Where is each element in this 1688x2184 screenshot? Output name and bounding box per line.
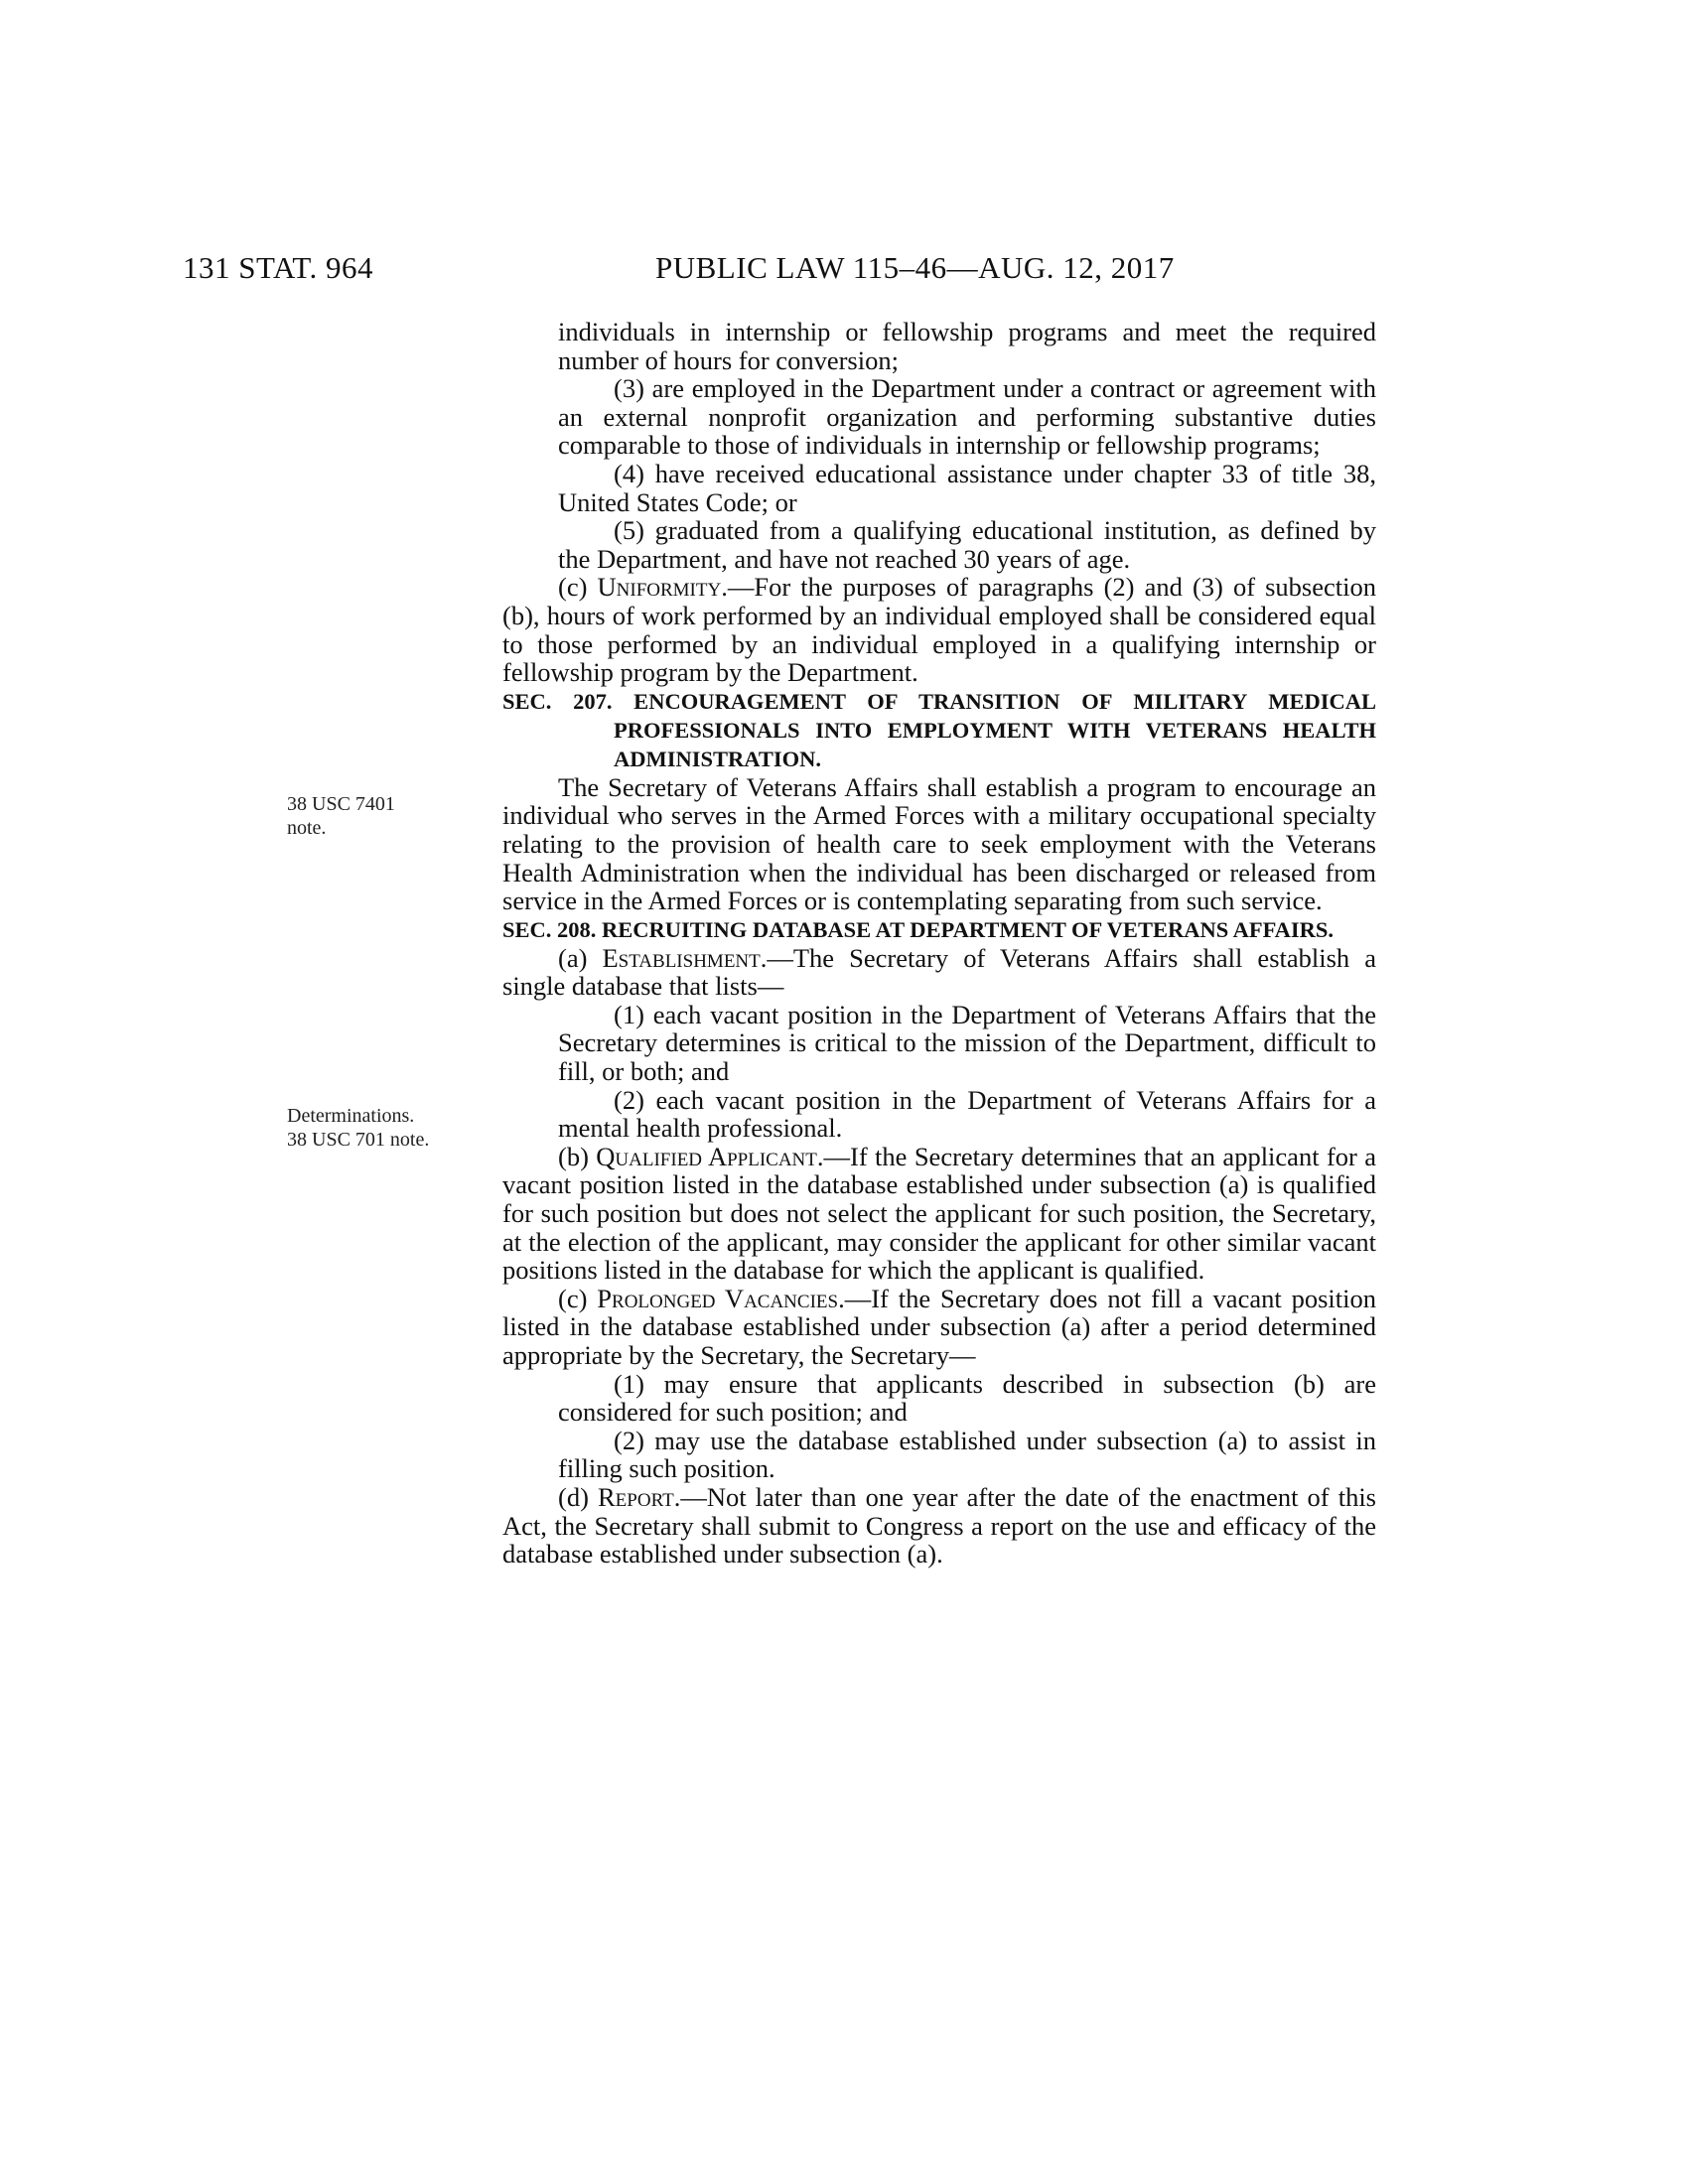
subsection-text: .—For the purposes of paragraphs (2) and (3) of subsection (b), hours of work performed by an individual employed shall be considered equal to those performed by an individual employed in a qualifying internship or fellowship program by the Department. [502,572,1376,688]
subsection-qualified-applicant [502,1143,1376,1285]
list-item: (1) each vacant position in the Department of Veterans Affairs that the Secretary determines is critical to the mission of the Department, difficult to fill, or both; and [558,999,1376,1087]
subsection-establishment [502,944,1376,1001]
continued-paragraph: individuals in internship or fellowship programs and meet the required number of hours for conversion; [558,317,1376,375]
list-item: (2) may use the database established under subsection (a) to assist in filling such position. [558,1425,1376,1484]
subsection-prefix: (d) [558,1481,598,1512]
list-item: (4) have received educational assistance under chapter 33 of title 38, United States Code; or [558,458,1376,517]
subsection-prolonged-vacancies [502,1285,1376,1370]
margin-note-line: 38 USC 7401 [287,793,395,815]
stat-page-number: 131 STAT. 964 [183,250,374,285]
subsection-prefix: (a) [558,942,603,973]
subsection-text: .—If the Secretary does not fill a vacant position listed in the database established under subsection (a) after a period determined appropriate by the Secretary, the Secretary— [502,1283,1376,1370]
margin-note-sec207 [287,792,395,840]
subsection-text: .—If the Secretary determines that an applicant for a vacant position listed in the database established under subsection (a) is qualified for such position but does not select the applicant for such position, the Secretary, at the election of the applicant, may consider the applicant for other similar vacant positions listed in the database for which the applicant is qualified. [502,1141,1376,1286]
subsection-text: .—The Secretary of Veterans Affairs shall establish a single database that lists— [502,942,1376,1002]
margin-note-line: Determinations. [287,1105,415,1127]
subsection-label: Report [598,1481,674,1512]
subsection-prefix: (c) [558,1283,598,1313]
margin-note-line: note. [287,817,327,839]
margin-note-sec208 [287,1104,429,1152]
list-item: (2) each vacant position in the Department of Veterans Affairs for a mental health professional. [558,1084,1376,1144]
subsection-label: Qualified Applicant [596,1141,817,1171]
subsection-label: Establishment [602,942,761,973]
subsection-label: Uniformity [597,572,722,603]
document-body [502,318,1376,1569]
section-heading-208: SEC. 208. RECRUITING DATABASE AT DEPARTMENT OF VETERANS AFFAIRS. [502,916,1335,942]
list-item: (1) may ensure that applicants described in subsection (b) are considered for such position; and [558,1368,1376,1428]
list-item: (3) are employed in the Department under a contract or agreement with an external nonprofit organization and performing substantive duties comparable to those of individuals in internship or fellowship programs; [558,373,1376,461]
section-207-text: The Secretary of Veterans Affairs shall establish a program to encourage an individual who serves in the Armed Forces with a military occupational specialty relating to the provision of health care to seek employment with the Veterans Health Administration when the individual has been discharged or released from service in the Armed Forces or is contemplating separating from such service. [502,771,1376,916]
subsection-prefix: (b) [558,1141,597,1171]
subsection-label: Prolonged Vacancies [597,1283,839,1313]
running-title: PUBLIC LAW 115–46—AUG. 12, 2017 [655,250,1175,285]
list-item: (5) graduated from a qualifying educational institution, as defined by the Department, and have not reached 30 years of age. [558,515,1376,574]
subsection-text: .—Not later than one year after the date of the enactment of this Act, the Secretary shall submit to Congress a report on the use and efficacy of the database established under subsection (a). [502,1481,1376,1570]
subsection-prefix: (c) [558,572,598,603]
margin-note-line: 38 USC 701 note. [287,1129,430,1151]
subsection-uniformity [502,573,1376,686]
subsection-report [502,1483,1376,1569]
page-header [0,250,1688,290]
section-heading-207: SEC. 207. ENCOURAGEMENT OF TRANSITION OF MILITARY MEDICAL PROFESSIONALS INTO EMPLOYMENT WITH VETERANS HEALTH ADMINISTRATION. [502,688,1376,771]
